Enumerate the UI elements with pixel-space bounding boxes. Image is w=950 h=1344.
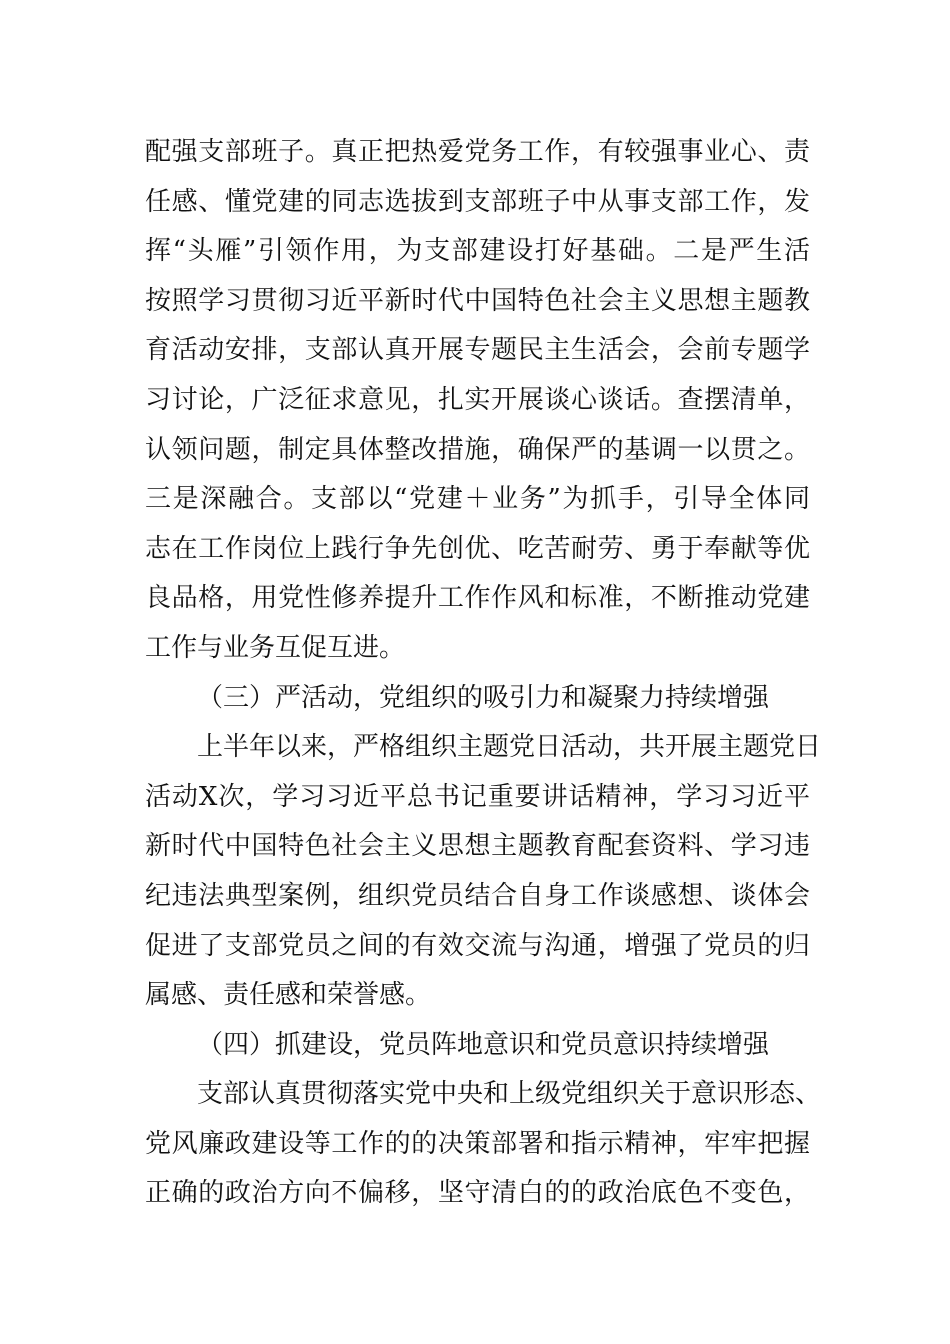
paragraph-line: 新时代中国特色社会主义思想主题教育配套资料、学习违 xyxy=(145,831,810,862)
paragraph-line: 工作与业务互促互进。 xyxy=(145,632,406,663)
section-heading: （三）严活动，党组织的吸引力和凝聚力持续增强 xyxy=(197,682,770,713)
paragraph-line: 属感、责任感和荣誉感。 xyxy=(145,980,432,1011)
paragraph-line: 上半年以来，严格组织主题党日活动，共开展主题党日 xyxy=(197,732,822,763)
paragraph-line: 志在工作岗位上践行争先创优、吃苦耐劳、勇于奉献等优 xyxy=(145,533,810,564)
paragraph-line: 任感、懂党建的同志选拔到支部班子中从事支部工作，发 xyxy=(145,186,810,217)
paragraph-line: 促进了支部党员之间的有效交流与沟通，增强了党员的归 xyxy=(145,930,810,961)
paragraph-line: 正确的政治方向不偏移，坚守清白的的政治底色不变色， xyxy=(145,1178,810,1209)
paragraph-line: 三是深融合。支部以“党建＋业务”为抓手，引导全体同 xyxy=(145,484,810,515)
paragraph-line: 育活动安排，支部认真开展专题民主生活会，会前专题学 xyxy=(145,335,810,366)
paragraph-line: 良品格，用党性修养提升工作作风和标准，不断推动党建 xyxy=(145,583,810,614)
section-heading: （四）抓建设，党员阵地意识和党员意识持续增强 xyxy=(197,1029,770,1060)
paragraph-line: 认领问题，制定具体整改措施，确保严的基调一以贯之。 xyxy=(145,434,810,465)
paragraph-line: 配强支部班子。真正把热爱党务工作，有较强事业心、责 xyxy=(145,137,810,167)
document-body xyxy=(145,128,822,1219)
paragraph-line: 支部认真贯彻落实党中央和上级党组织关于意识形态、 xyxy=(197,1079,822,1110)
paragraph-line: 习讨论，广泛征求意见，扎实开展谈心谈话。查摆清单， xyxy=(145,384,810,415)
paragraph-line: 按照学习贯彻习近平新时代中国特色社会主义思想主题教 xyxy=(145,285,810,316)
paragraph-line: 党风廉政建设等工作的的决策部署和指示精神，牢牢把握 xyxy=(145,1128,810,1159)
paragraph-line: 纪违法典型案例，组织党员结合自身工作谈感想、谈体会 xyxy=(145,880,810,911)
paragraph-line: 活动X次，学习习近平总书记重要讲话精神，学习习近平 xyxy=(145,781,810,812)
paragraph-line: 挥“头雁”引领作用，为支部建设打好基础。二是严生活 xyxy=(145,236,810,267)
